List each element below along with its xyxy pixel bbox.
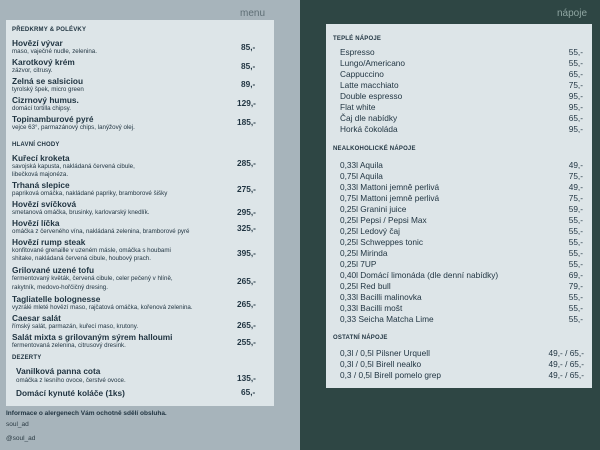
allergen-note: Informace o alergenech Vám ochotně sdělí obsluha. [6,410,167,417]
item-desc: rakytník, medovo-hořčičný dresing. [12,284,108,291]
item-price: 135,- [237,373,256,383]
item-desc: tyrolský špek, micro green [12,86,84,93]
drink-name: 0,3l / 0,5l Birell nealko [340,359,422,369]
item-desc: smetanová omáčka, brusinky, karlovarský knedlík. [12,209,150,216]
drink-price: 55,- [568,215,583,225]
drink-name: Čaj dle nabídky [340,113,398,123]
drink-price: 95,- [568,124,583,134]
item-desc: domácí tortilla chipsy. [12,105,72,112]
item-desc: vejce 63°, parmazánový chips, lanýžový olej. [12,124,135,131]
drink-name: Latte macchiato [340,80,399,90]
drink-name: 0,33l Aquila [340,160,383,170]
drink-name: 0,33l Bacilli malinovka [340,292,422,302]
item-desc: římský salát, parmazán, kuřecí maso, krutony. [12,323,139,330]
drink-name: 0,75l Aquila [340,171,383,181]
section-title-other-drinks: OSTATNÍ NÁPOJE [333,335,388,341]
item-price: 275,- [237,184,256,194]
item-name: Domácí kynuté koláče (1ks) [16,388,125,398]
item-price: 265,- [237,276,256,286]
drink-name: 0,25l Pepsi / Pepsi Max [340,215,427,225]
drink-name: Flat white [340,102,376,112]
section-title-hot-drinks: TEPLÉ NÁPOJE [333,36,382,42]
item-name: Kuřecí kroketa [12,153,70,163]
item-price: 185,- [237,117,256,127]
item-desc: omáčka z lesního ovoce, čerstvé ovoce. [16,377,126,384]
drink-price: 55,- [568,292,583,302]
section-title-starters: PŘEDKRMY & POLÉVKY [12,27,87,33]
drink-price: 55,- [568,314,583,324]
drink-name: 0,3 / 0,5l Birell pomelo grep [340,370,442,380]
item-price: 295,- [237,207,256,217]
drink-name: 0,3l / 0,5l Pilsner Urquell [340,348,430,358]
drink-name: 0,75l Mattoni jemně perlivá [340,193,440,203]
drink-name: 0,33l Bacilli mošt [340,303,403,313]
item-name: Trhaná slepice [12,180,70,190]
drink-price: 55,- [568,259,583,269]
drink-price: 55,- [568,237,583,247]
drink-price: 49,- / 65,- [548,370,584,380]
item-desc: omáčka z červeného vína, nakládaná zelenina, bramborové pyré [12,228,190,235]
item-name: Hovězí svíčková [12,199,77,209]
item-name: Hovězí vývar [12,38,63,48]
item-desc: libečková majonéza. [12,171,69,178]
item-name: Vanilková panna cota [16,366,101,376]
drink-price: 75,- [568,193,583,203]
drink-name: Espresso [340,47,375,57]
item-price: 129,- [237,98,256,108]
section-title-soft-drinks: NEALKOHOLICKÉ NÁPOJE [333,146,416,152]
item-desc: fermentovaný květák, červená cibule, celer pečený v hlíně, [12,275,173,282]
drink-name: Cappuccino [340,69,384,79]
drinks-heading: nápoje [557,8,588,19]
item-name: Tagliatelle bolognesse [12,294,101,304]
drink-price: 65,- [568,113,583,123]
item-desc: shitake, nakládaná červená cibule, houbový prach. [12,255,151,262]
item-name: Karotkový krém [12,57,75,67]
drink-name: 0,40l Domácí limonáda (dle denní nabídky) [340,270,499,280]
section-title-desserts: DEZERTY [12,355,42,361]
drink-name: 0,25l Mirinda [340,248,388,258]
drink-price: 75,- [568,171,583,181]
item-price: 65,- [241,387,256,397]
drink-name: Double espresso [340,91,403,101]
drink-price: 75,- [568,80,583,90]
item-desc: fermentovaná zelenina, citrusový dresink. [12,342,126,349]
item-price: 255,- [237,337,256,347]
menu-heading: menu [240,8,266,19]
item-name: Topinamburové pyré [12,114,94,124]
item-name: Caesar salát [12,313,61,323]
item-desc: maso, vaječné nudle, zelenina. [12,48,97,55]
item-name: Zelná se salsiciou [12,76,84,86]
item-desc: konfitované grenaille v uzeném másle, omáčka s houbami [12,247,171,254]
drink-price: 79,- [568,281,583,291]
drink-price: 95,- [568,91,583,101]
drink-name: 0,25l Schweppes tonic [340,237,424,247]
item-desc: vyzrálé mleté hovězí maso, rajčatová omáčka, kořenová zelenina. [12,304,193,311]
item-price: 265,- [237,320,256,330]
item-name: Hovězí líčka [12,218,60,228]
drink-price: 59,- [568,204,583,214]
item-price: 265,- [237,299,256,309]
drink-name: 0,25l 7UP [340,259,377,269]
drink-price: 69,- [568,270,583,280]
drink-price: 65,- [568,69,583,79]
drink-price: 55,- [568,303,583,313]
drink-price: 55,- [568,248,583,258]
drink-name: 0,25l Ledový čaj [340,226,400,236]
drink-price: 95,- [568,102,583,112]
item-desc: zázvor, citrusy. [12,67,53,74]
drink-price: 55,- [568,47,583,57]
drink-name: Lungo/Americano [340,58,406,68]
item-desc: savojská kapusta, nakládaná červená cibule, [12,163,135,170]
item-price: 285,- [237,158,256,168]
drink-price: 49,- / 65,- [548,359,584,369]
item-price: 85,- [241,42,256,52]
item-desc: papriková omáčka, nakládané papriky, bramborové šišky [12,190,168,197]
drink-price: 55,- [568,58,583,68]
item-name: Grilované uzené tofu [12,265,95,275]
drink-price: 55,- [568,226,583,236]
social-handle: soul_ad [6,421,29,428]
drink-price: 49,- [568,182,583,192]
item-price: 85,- [241,61,256,71]
drink-name: 0,33 Seicha Matcha Lime [340,314,434,324]
drink-name: 0,25l Granini juice [340,204,407,214]
item-price: 89,- [241,79,256,89]
item-price: 325,- [237,223,256,233]
item-name: Hovězí rump steak [12,237,86,247]
drink-name: Horká čokoláda [340,124,398,134]
drink-price: 49,- [568,160,583,170]
drink-price: 49,- / 65,- [548,348,584,358]
drink-name: 0,25l Red bull [340,281,391,291]
item-price: 395,- [237,248,256,258]
item-name: Cizrnový humus. [12,95,79,105]
item-name: Salát mixta s grilovaným sýrem halloumi [12,332,173,342]
social-handle-at: @soul_ad [6,435,36,442]
section-title-mains: HLAVNÍ CHODY [12,142,60,148]
drink-name: 0,33l Mattoni jemně perlivá [340,182,440,192]
